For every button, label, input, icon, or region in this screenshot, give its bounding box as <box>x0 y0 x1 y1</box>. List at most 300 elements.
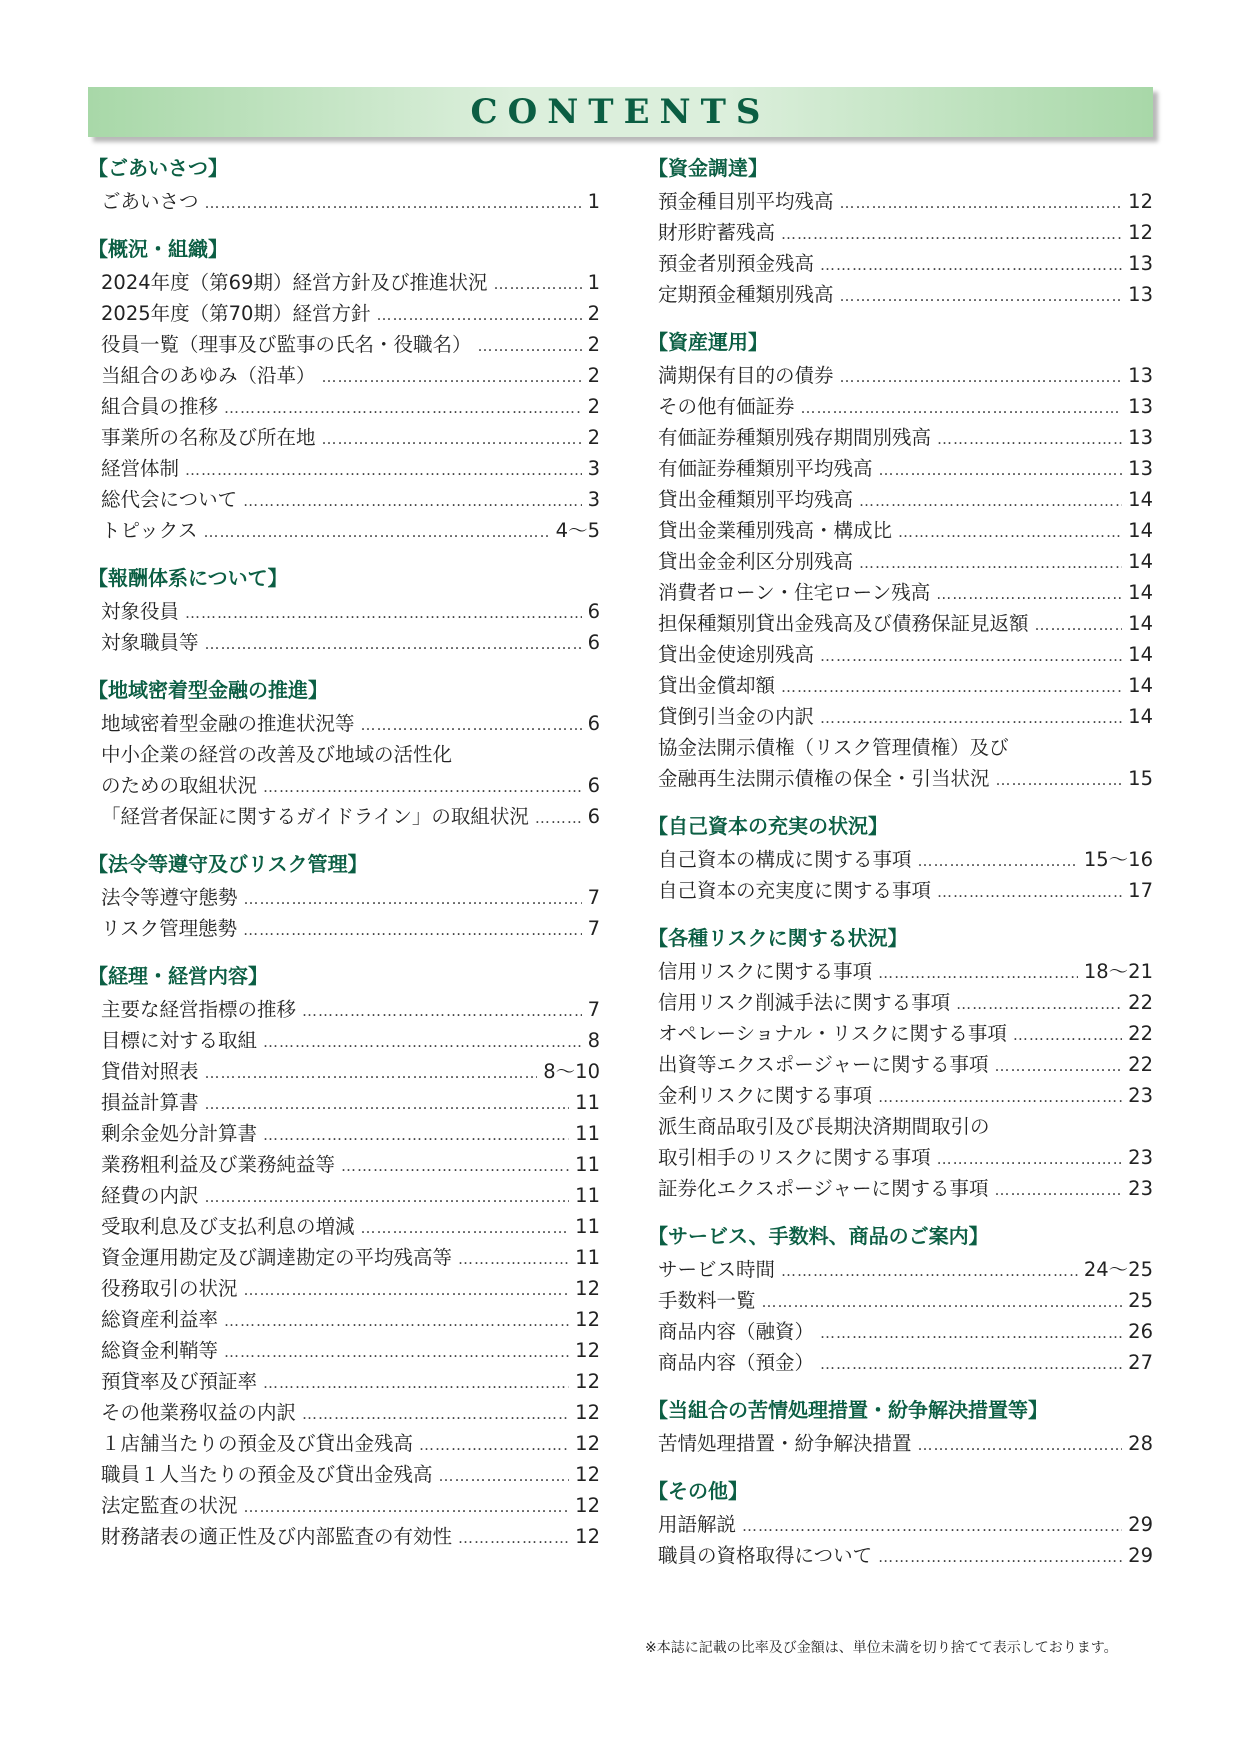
toc-entry[interactable] <box>648 1316 1153 1347</box>
dot-leader <box>956 989 1122 1020</box>
section-heading: 【概況・組織】 <box>88 237 228 261</box>
toc-entry-label: その他業務収益の内訳 <box>101 1401 297 1424</box>
dot-leader <box>458 1244 569 1275</box>
toc-entry[interactable] <box>88 298 600 329</box>
toc-entry[interactable] <box>88 913 600 944</box>
toc-entry[interactable] <box>88 1180 600 1211</box>
dot-leader <box>840 362 1123 393</box>
toc-entry-label: 貸出金金利区分別残高 <box>658 550 854 573</box>
dot-leader <box>341 1151 569 1182</box>
dot-leader <box>493 269 581 300</box>
toc-entry[interactable] <box>88 1459 600 1490</box>
dot-leader <box>361 710 582 741</box>
toc-entry-page: 11 <box>575 1153 600 1176</box>
toc-entry[interactable] <box>648 422 1153 453</box>
toc-entry-page: 14 <box>1128 674 1153 697</box>
dot-leader <box>995 1051 1123 1082</box>
dot-leader <box>820 1349 1122 1380</box>
dot-leader <box>820 1318 1122 1349</box>
dot-leader <box>781 1256 1078 1287</box>
toc-entry-page: 23 <box>1128 1146 1153 1169</box>
toc-entry[interactable] <box>88 1025 600 1056</box>
toc-entry[interactable] <box>88 515 600 546</box>
dot-leader <box>322 424 582 455</box>
section-heading: 【サービス、手数料、商品のご案内】 <box>648 1224 989 1248</box>
toc-entry-page: 12 <box>575 1525 600 1548</box>
toc-entry-label: 法令等遵守態勢 <box>101 886 238 909</box>
toc-entry[interactable] <box>88 1335 600 1366</box>
toc-entry[interactable] <box>88 453 600 484</box>
toc-entry-page: 2 <box>587 302 600 325</box>
dot-leader <box>243 915 581 946</box>
toc-section <box>88 846 600 944</box>
dot-leader <box>185 598 582 629</box>
toc-entry[interactable] <box>648 1285 1153 1316</box>
toc-entry-page: 11 <box>575 1246 600 1269</box>
dot-leader <box>244 884 582 915</box>
dot-leader <box>302 1399 569 1430</box>
toc-section <box>648 1473 1153 1571</box>
dot-leader <box>937 1144 1123 1175</box>
dot-leader <box>205 629 582 660</box>
toc-entry-label: 苦情処理措置・紛争解決措置 <box>658 1432 912 1455</box>
toc-entry-page: 14 <box>1128 705 1153 728</box>
toc-entry-label: 出資等エクスポージャーに関する事項 <box>658 1053 989 1076</box>
section-heading: 【当組合の苦情処理措置・紛争解決措置等】 <box>648 1398 1048 1422</box>
toc-entry-label: 派生商品取引及び長期決済期間取引の <box>658 1115 990 1138</box>
toc-entry-label: 預金種目別平均残高 <box>658 190 834 213</box>
toc-entry[interactable] <box>88 627 600 658</box>
toc-entry[interactable] <box>88 882 600 913</box>
dot-leader <box>419 1430 569 1461</box>
dot-leader <box>458 1523 569 1554</box>
toc-entry-page: 12 <box>1128 221 1153 244</box>
toc-entry-page: 15 <box>1128 767 1153 790</box>
dot-leader <box>781 672 1122 703</box>
toc-entry[interactable] <box>648 875 1153 906</box>
toc-entry[interactable] <box>648 732 1153 763</box>
dot-leader <box>937 877 1122 908</box>
toc-entry[interactable] <box>648 546 1153 577</box>
toc-entry-page: 29 <box>1128 1544 1153 1567</box>
toc-entry-page: 4～5 <box>555 519 600 542</box>
dot-leader <box>936 579 1122 610</box>
toc-entry-label: 「経営者保証に関するガイドライン」の取組状況 <box>101 805 529 828</box>
dot-leader <box>302 996 582 1027</box>
dot-leader <box>224 1306 569 1337</box>
toc-entry[interactable] <box>88 770 600 801</box>
toc-entry-label: のための取組状況 <box>101 774 258 797</box>
toc-entry-page: 2 <box>587 364 600 387</box>
toc-entry[interactable] <box>648 484 1153 515</box>
toc-entry-page: 13 <box>1128 283 1153 306</box>
toc-entry-page: 2 <box>587 395 600 418</box>
dot-leader <box>995 1175 1123 1206</box>
toc-section <box>88 231 600 546</box>
dot-leader <box>243 486 581 517</box>
toc-entry[interactable] <box>648 1080 1153 1111</box>
toc-entry-page: 13 <box>1128 395 1153 418</box>
toc-entry-label: 剰余金処分計算書 <box>101 1122 258 1145</box>
dot-leader <box>996 765 1123 796</box>
toc-entry[interactable] <box>648 1428 1153 1459</box>
dot-leader <box>478 331 582 362</box>
toc-entry-page: 11 <box>575 1215 600 1238</box>
dot-leader <box>205 1058 538 1089</box>
toc-entry-page: 22 <box>1128 991 1153 1014</box>
dot-leader <box>205 188 582 219</box>
dot-leader <box>244 1492 570 1523</box>
toc-entry[interactable] <box>648 608 1153 639</box>
toc-entry-label: 財形貯蓄残高 <box>658 221 776 244</box>
toc-entry[interactable] <box>648 1509 1153 1540</box>
toc-entry[interactable] <box>88 801 600 832</box>
dot-leader <box>185 455 582 486</box>
toc-entry-label: 受取利息及び支払利息の増減 <box>101 1215 355 1238</box>
dot-leader <box>762 1287 1123 1318</box>
toc-entry-label: 金融再生法開示債権の保全・引当状況 <box>658 767 990 790</box>
section-heading: 【ごあいさつ】 <box>88 156 228 180</box>
toc-entry-page: 14 <box>1128 612 1153 635</box>
toc-entry-label: 満期保有目的の債券 <box>658 364 834 387</box>
dot-leader <box>205 1182 570 1213</box>
dot-leader <box>840 281 1123 312</box>
toc-entry[interactable] <box>648 1049 1153 1080</box>
toc-entry[interactable] <box>648 360 1153 391</box>
section-heading: 【資金調達】 <box>648 156 768 180</box>
toc-entry[interactable] <box>648 956 1153 987</box>
dot-leader <box>801 393 1123 424</box>
toc-entry[interactable] <box>648 844 1153 875</box>
toc-entry-label: 資金運用勘定及び調達勘定の平均残高等 <box>101 1246 453 1269</box>
toc-entry-label: 信用リスク削減手法に関する事項 <box>658 991 951 1014</box>
toc-entry-label: 自己資本の充実度に関する事項 <box>658 879 932 902</box>
toc-entry[interactable] <box>648 1018 1153 1049</box>
section-heading: 【経理・経営内容】 <box>88 964 268 988</box>
toc-entry-page: 28 <box>1128 1432 1153 1455</box>
dot-leader <box>361 1213 570 1244</box>
toc-entry[interactable] <box>88 360 600 391</box>
toc-entry-label: 商品内容（融資） <box>658 1320 815 1343</box>
toc-entry-label: 2025年度（第70期）経営方針 <box>101 302 371 325</box>
section-heading: 【各種リスクに関する状況】 <box>648 926 908 950</box>
toc-entry[interactable] <box>88 1211 600 1242</box>
toc-entry[interactable] <box>88 186 600 217</box>
toc-entry-page: 22 <box>1128 1053 1153 1076</box>
toc-entry[interactable] <box>88 1428 600 1459</box>
dot-leader <box>205 1089 570 1120</box>
toc-entry-page: 1 <box>587 271 600 294</box>
toc-entry[interactable] <box>648 577 1153 608</box>
section-heading: 【法令等遵守及びリスク管理】 <box>88 852 368 876</box>
toc-entry[interactable] <box>88 1273 600 1304</box>
toc-section <box>88 672 600 832</box>
toc-entry-label: 貸出金償却額 <box>658 674 776 697</box>
toc-entry-page: 6 <box>587 631 600 654</box>
toc-entry-page: 2 <box>587 333 600 356</box>
dot-leader <box>224 393 582 424</box>
toc-entry-label: 法定監査の状況 <box>101 1494 238 1517</box>
toc-entry[interactable] <box>648 1173 1153 1204</box>
toc-entry-label: 用語解説 <box>658 1513 737 1536</box>
page-title: CONTENTS <box>470 92 771 132</box>
toc-section <box>648 150 1153 310</box>
toc-entry[interactable] <box>648 1540 1153 1571</box>
dot-leader <box>879 455 1123 486</box>
toc-entry-label: 職員１人当たりの預金及び貸出金残高 <box>101 1463 433 1486</box>
toc-entry[interactable] <box>88 1056 600 1087</box>
toc-entry[interactable] <box>648 1142 1153 1173</box>
section-heading: 【資産運用】 <box>648 330 768 354</box>
toc-entry-page: 14 <box>1128 550 1153 573</box>
toc-entry-label: 証券化エクスポージャーに関する事項 <box>658 1177 989 1200</box>
toc-entry-label: 経費の内訳 <box>101 1184 199 1207</box>
toc-entry[interactable] <box>88 739 600 770</box>
toc-entry[interactable] <box>88 1521 600 1552</box>
toc-entry-label: 手数料一覧 <box>658 1289 756 1312</box>
toc-section <box>88 560 600 658</box>
toc-section <box>648 324 1153 794</box>
toc-entry[interactable] <box>648 1254 1153 1285</box>
dot-leader <box>376 300 581 331</box>
toc-entry[interactable] <box>88 994 600 1025</box>
toc-section <box>648 1218 1153 1378</box>
toc-entry-label: 事業所の名称及び所在地 <box>101 426 316 449</box>
toc-entry-label: 目標に対する取組 <box>101 1029 258 1052</box>
dot-leader <box>224 1337 569 1368</box>
dot-leader <box>898 517 1122 548</box>
toc-entry-label: 商品内容（預金） <box>658 1351 815 1374</box>
toc-entry[interactable] <box>88 1149 600 1180</box>
dot-leader <box>204 517 550 548</box>
toc-entry-page: 14 <box>1128 488 1153 511</box>
toc-entry-page: 12 <box>575 1494 600 1517</box>
dot-leader <box>244 1275 570 1306</box>
section-heading: 【自己資本の充実の状況】 <box>648 814 888 838</box>
toc-entry-label: 貸借対照表 <box>101 1060 199 1083</box>
dot-leader <box>918 1430 1123 1461</box>
toc-entry-page: 24～25 <box>1083 1258 1153 1281</box>
toc-entry-page: 7 <box>587 998 600 1021</box>
toc-left-column <box>88 150 600 1566</box>
toc-entry[interactable] <box>648 515 1153 546</box>
toc-entry-label: 協金法開示債権（リスク管理債権）及び <box>658 736 1009 759</box>
toc-entry[interactable] <box>88 267 600 298</box>
toc-section <box>88 150 600 217</box>
dot-leader <box>859 548 1122 579</box>
toc-entry-label: その他有価証券 <box>658 395 795 418</box>
dot-leader <box>742 1511 1122 1542</box>
toc-entry-label: 中小企業の経営の改善及び地域の活性化 <box>101 743 453 766</box>
dot-leader <box>820 641 1122 672</box>
toc-entry-label: 主要な経営指標の推移 <box>101 998 297 1021</box>
toc-entry-page: 3 <box>587 488 600 511</box>
toc-entry-label: 総資産利益率 <box>101 1308 219 1331</box>
toc-entry-label: 2024年度（第69期）経営方針及び推進状況 <box>101 271 488 294</box>
toc-entry-page: 6 <box>587 712 600 735</box>
toc-entry-label: 定期預金種類別残高 <box>658 283 834 306</box>
dot-leader <box>840 188 1123 219</box>
toc-entry[interactable] <box>648 639 1153 670</box>
toc-entry-label: 役員一覧（理事及び監事の氏名・役職名） <box>101 333 472 356</box>
toc-entry-page: 29 <box>1128 1513 1153 1536</box>
toc-entry-label: サービス時間 <box>658 1258 776 1281</box>
dot-leader <box>781 219 1122 250</box>
toc-entry[interactable] <box>88 1397 600 1428</box>
dot-leader <box>878 958 1078 989</box>
toc-entry-label: 担保種類別貸出金残高及び債務保証見返額 <box>658 612 1029 635</box>
toc-entry-page: 12 <box>575 1339 600 1362</box>
toc-entry[interactable] <box>88 391 600 422</box>
contents-banner <box>88 87 1153 137</box>
section-heading: 【報酬体系について】 <box>88 566 288 590</box>
toc-entry[interactable] <box>88 484 600 515</box>
toc-section <box>648 1392 1153 1459</box>
toc-entry[interactable] <box>648 763 1153 794</box>
dot-leader <box>859 486 1122 517</box>
toc-entry-label: 貸出金種類別平均残高 <box>658 488 854 511</box>
toc-entry-label: 信用リスクに関する事項 <box>658 960 873 983</box>
dot-leader <box>263 772 582 803</box>
toc-entry-page: 12 <box>575 1463 600 1486</box>
toc-entry-page: 13 <box>1128 426 1153 449</box>
toc-entry[interactable] <box>648 701 1153 732</box>
toc-entry[interactable] <box>88 596 600 627</box>
toc-entry-label: 役務取引の状況 <box>101 1277 238 1300</box>
toc-entry-page: 11 <box>575 1184 600 1207</box>
section-heading: 【その他】 <box>648 1479 748 1503</box>
toc-entry-label: 組合員の推移 <box>101 395 219 418</box>
toc-entry-page: 22 <box>1128 1022 1153 1045</box>
toc-entry-label: 財務諸表の適正性及び内部監査の有効性 <box>101 1525 453 1548</box>
toc-entry[interactable] <box>648 391 1153 422</box>
toc-entry-page: 27 <box>1128 1351 1153 1374</box>
toc-entry[interactable] <box>88 1087 600 1118</box>
toc-entry-label: 総代会について <box>101 488 238 511</box>
toc-entry-label: 金利リスクに関する事項 <box>658 1084 873 1107</box>
dot-leader <box>878 1542 1122 1573</box>
dot-leader <box>1035 610 1123 641</box>
dot-leader <box>918 846 1078 877</box>
toc-entry-page: 17 <box>1128 879 1153 902</box>
toc-entry-page: 13 <box>1128 364 1153 387</box>
toc-entry-page: 11 <box>575 1091 600 1114</box>
toc-entry[interactable] <box>648 670 1153 701</box>
dot-leader <box>263 1368 569 1399</box>
toc-entry-page: 8 <box>587 1029 600 1052</box>
dot-leader <box>820 250 1122 281</box>
dot-leader <box>322 362 582 393</box>
dot-leader <box>878 1082 1122 1113</box>
toc-entry[interactable] <box>648 1111 1153 1142</box>
dot-leader <box>439 1461 570 1492</box>
toc-entry-label: 貸出金使途別残高 <box>658 643 815 666</box>
toc-entry-label: 対象職員等 <box>101 631 199 654</box>
toc-entry-page: 7 <box>587 886 600 909</box>
toc-entry-label: 対象役員 <box>101 600 180 623</box>
toc-entry[interactable] <box>88 1118 600 1149</box>
toc-entry-page: 3 <box>587 457 600 480</box>
toc-entry-page: 12 <box>575 1401 600 1424</box>
toc-entry-page: 13 <box>1128 457 1153 480</box>
toc-entry[interactable] <box>648 217 1153 248</box>
toc-entry-label: 総資金利鞘等 <box>101 1339 219 1362</box>
toc-entry-page: 26 <box>1128 1320 1153 1343</box>
toc-entry-label: 消費者ローン・住宅ローン残高 <box>658 581 931 604</box>
toc-entry[interactable] <box>88 708 600 739</box>
toc-entry-page: 14 <box>1128 519 1153 542</box>
toc-entry-page: 15～16 <box>1083 848 1153 871</box>
toc-entry[interactable] <box>88 1366 600 1397</box>
toc-entry-page: 12 <box>575 1277 600 1300</box>
toc-entry-page: 12 <box>1128 190 1153 213</box>
toc-entry-label: 当組合のあゆみ（沿革） <box>101 364 316 387</box>
toc-entry-label: 預貸率及び預証率 <box>101 1370 258 1393</box>
toc-entry-label: オペレーショナル・リスクに関する事項 <box>658 1022 1007 1045</box>
toc-entry[interactable] <box>648 1347 1153 1378</box>
toc-entry-page: 6 <box>587 805 600 828</box>
toc-entry-page: 14 <box>1128 643 1153 666</box>
toc-entry[interactable] <box>88 329 600 360</box>
toc-entry-page: 23 <box>1128 1177 1153 1200</box>
toc-entry-label: 有価証券種類別残存期間別残高 <box>658 426 932 449</box>
toc-entry-page: 25 <box>1128 1289 1153 1312</box>
toc-entry-label: 預金者別預金残高 <box>658 252 815 275</box>
toc-entry-label: 経営体制 <box>101 457 180 480</box>
toc-entry[interactable] <box>88 1490 600 1521</box>
toc-entry[interactable] <box>648 248 1153 279</box>
toc-entry-label: 貸倒引当金の内訳 <box>658 705 815 728</box>
toc-entry[interactable] <box>88 1242 600 1273</box>
toc-entry-page: 7 <box>587 917 600 940</box>
toc-entry[interactable] <box>648 279 1153 310</box>
toc-entry[interactable] <box>88 422 600 453</box>
toc-entry-page: 18～21 <box>1083 960 1153 983</box>
toc-section <box>648 920 1153 1204</box>
toc-entry-label: 取引相手のリスクに関する事項 <box>658 1146 931 1169</box>
toc-entry-page: 13 <box>1128 252 1153 275</box>
toc-entry-page: 23 <box>1128 1084 1153 1107</box>
toc-entry-label: 職員の資格取得について <box>658 1544 873 1567</box>
toc-entry-label: 有価証券種類別平均残高 <box>658 457 873 480</box>
toc-entry-label: 業務粗利益及び業務純益等 <box>101 1153 336 1176</box>
toc-entry-label: １店舗当たりの預金及び貸出金残高 <box>101 1432 414 1455</box>
dot-leader <box>263 1120 569 1151</box>
toc-entry-label: 損益計算書 <box>101 1091 199 1114</box>
toc-entry-label: トピックス <box>101 519 198 542</box>
toc-entry[interactable] <box>648 987 1153 1018</box>
toc-entry-page: 12 <box>575 1370 600 1393</box>
dot-leader <box>263 1027 582 1058</box>
dot-leader <box>535 803 582 834</box>
toc-section <box>648 808 1153 906</box>
toc-entry-page: 11 <box>575 1122 600 1145</box>
toc-entry-page: 14 <box>1128 581 1153 604</box>
toc-section <box>88 958 600 1552</box>
toc-entry-page: 12 <box>575 1308 600 1331</box>
toc-entry-page: 2 <box>587 426 600 449</box>
toc-entry[interactable] <box>648 453 1153 484</box>
toc-entry[interactable] <box>648 186 1153 217</box>
toc-entry-page: 8～10 <box>543 1060 600 1083</box>
toc-entry-page: 6 <box>587 600 600 623</box>
toc-entry[interactable] <box>88 1304 600 1335</box>
toc-entry-page: 1 <box>587 190 600 213</box>
toc-right-column <box>648 150 1153 1585</box>
toc-entry-label: ごあいさつ <box>101 190 199 213</box>
dot-leader <box>820 703 1122 734</box>
toc-entry-label: 自己資本の構成に関する事項 <box>658 848 912 871</box>
